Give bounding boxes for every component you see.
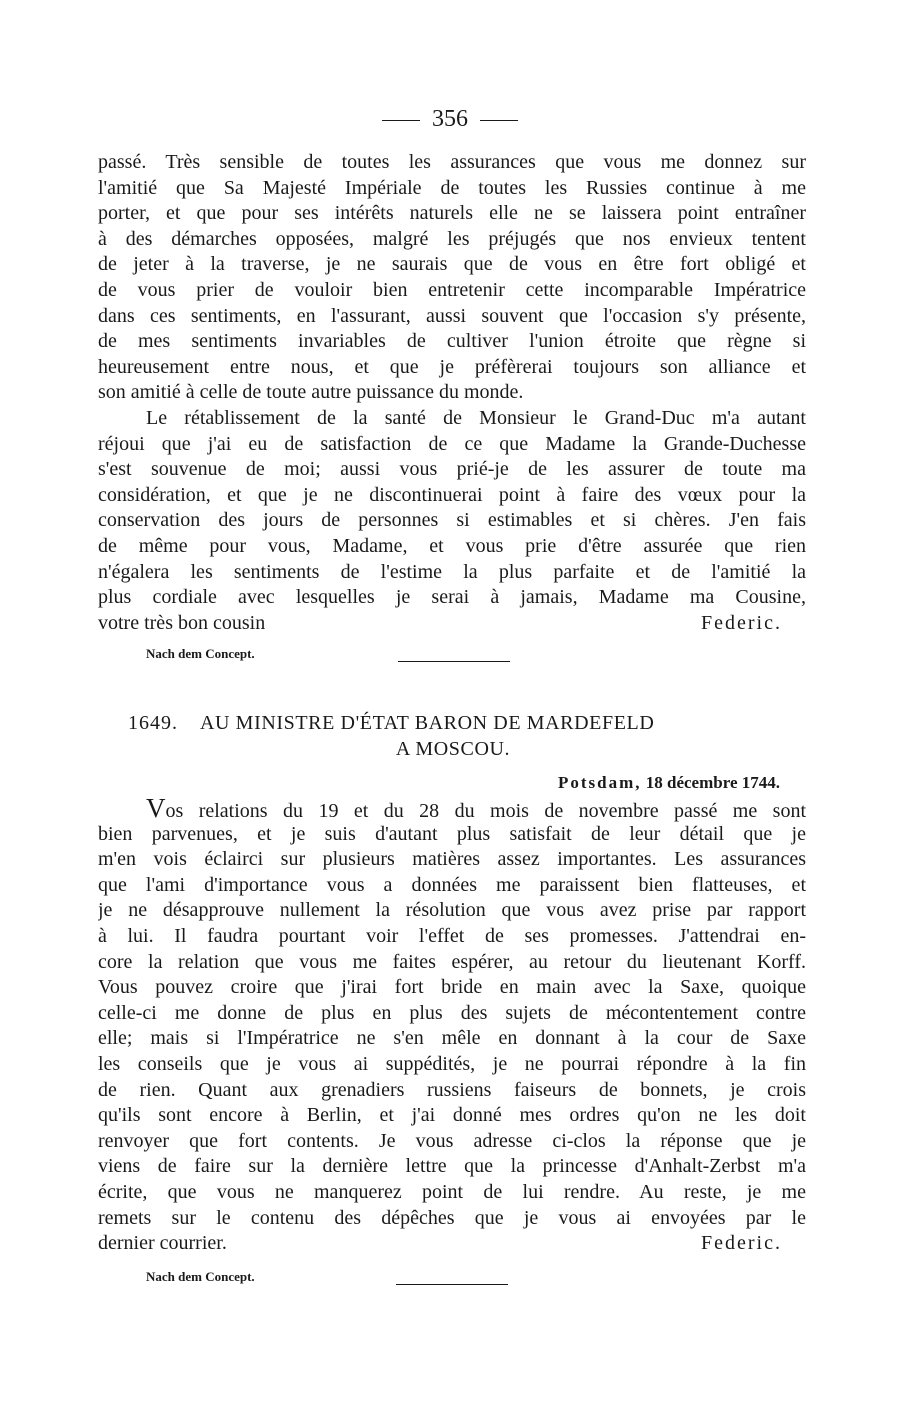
- signature: Federic.: [701, 611, 782, 634]
- closing-line: [98, 1231, 806, 1257]
- page-number: [0, 104, 900, 134]
- dateline: [558, 772, 780, 794]
- text-line: de vous prier de vouloir bien entretenir cette incomparable Impératrice: [98, 278, 806, 301]
- text-line: de mes sentiments invariables de cultiver l'union étroite que règne si: [98, 330, 806, 353]
- text-line: de rien. Quant aux grenadiers russiens faiseurs de bonnets, je crois: [98, 1078, 806, 1101]
- text-line: réjoui que j'ai eu de satisfaction de ce que Madame la Grande-Duchesse: [98, 432, 806, 455]
- text-line: je ne désapprouve nullement la résolution que vous avez prise par rapport: [98, 899, 806, 922]
- text-line: [98, 796, 806, 822]
- text-line: passé. Très sensible de toutes les assurances que vous me donnez sur: [98, 151, 806, 173]
- text-line-rest: os relations du 19 et du 28 du mois de novembre passé me sont: [165, 800, 806, 822]
- page-number-right-dash: [480, 120, 518, 121]
- source-note: Nach dem Concept.: [146, 1269, 255, 1284]
- text-line: viens de faire sur la dernière lettre que la princesse d'Anhalt-Zerbst m'a: [98, 1155, 806, 1178]
- text-line: core la relation que vous me faites espérer, au retour du lieutenant Korff.: [98, 950, 806, 973]
- dateline-place: Potsdam,: [557, 773, 642, 792]
- text-line: de même pour vous, Madame, et vous prie d'être assurée que rien: [98, 534, 806, 557]
- letter-heading: [128, 710, 778, 762]
- text-line: à des démarches opposées, malgré les préjugés que nos envieux tentent: [98, 227, 806, 250]
- separator-rule: [398, 661, 510, 662]
- text-line: remets sur le contenu des dépêches que je vous ai envoyées par le: [98, 1206, 806, 1229]
- drop-cap: V: [146, 796, 166, 822]
- text-line: qu'ils sont encore à Berlin, et j'ai donné mes ordres qu'on ne les doit: [98, 1104, 806, 1127]
- page-number-text: 356: [432, 106, 468, 132]
- text-line: heureusement entre nous, et que je préfèrerai toujours son alliance et: [98, 355, 806, 378]
- separator-rule: [396, 1284, 508, 1285]
- text-line: écrite, que vous ne manquerez point de lui rendre. Au reste, je me: [98, 1180, 806, 1203]
- text-line: elle; mais si l'Impératrice ne s'en mêle en donnant à la cour de Saxe: [98, 1027, 806, 1050]
- text-line: de jeter à la traverse, je ne saurais que de vous en être fort obligé et: [98, 253, 806, 276]
- text-line: son amitié à celle de toute autre puissance du monde.: [98, 381, 524, 404]
- text-line: Le rétablissement de la santé de Monsieur le Grand-Duc m'a autant: [146, 407, 806, 429]
- text-line: les conseils que je vous ai suppédités, je ne pourrai répondre à la fin: [98, 1052, 806, 1075]
- letter-body: [98, 796, 806, 1257]
- text-line: Vous pouvez croire que j'irai fort bride en main avec la Saxe, quoique: [98, 976, 806, 999]
- text-line: considération, et que je ne discontinuerai point à faire des vœux pour la: [98, 483, 806, 506]
- closing-formula: votre très bon cousin: [98, 611, 266, 634]
- text-line: porter, et que pour ses intérêts naturels elle ne se laissera point entraîner: [98, 202, 806, 225]
- letter-heading-line-2: A MOSCOU.: [395, 738, 511, 760]
- signature: Federic.: [701, 1232, 782, 1255]
- text-line: celle-ci me donne de plus en plus des sujets de mécontentement contre: [98, 1001, 806, 1024]
- text-line: à lui. Il faudra pourtant voir l'effet de ses promesses. J'attendrai en-: [98, 924, 806, 947]
- page-number-left-dash: [382, 120, 420, 121]
- text-line: n'égalera les sentiments de l'estime la plus parfaite et de l'amitié la: [98, 560, 806, 583]
- text-line: que l'ami d'importance vous a données me paraissent bien flatteuses, et: [98, 873, 806, 896]
- source-note: Nach dem Concept.: [146, 646, 255, 661]
- text-line: renvoyer que fort contents. Je vous adresse ci-clos la réponse que je: [98, 1129, 806, 1152]
- text-line: m'en vois éclairci sur plusieurs matières assez importantes. Les assurances: [98, 848, 806, 871]
- letter-number: 1649.: [128, 712, 178, 734]
- text-line: s'est souvenue de moi; aussi vous prié-je de les assurer de toute ma: [98, 458, 806, 481]
- text-line: bien parvenues, et je suis d'autant plus satisfait de leur détail que je: [98, 822, 806, 845]
- text-line: dans ces sentiments, en l'assurant, aussi souvent que l'occasion s'y présente,: [98, 304, 806, 327]
- previous-letter-paragraph-1: [98, 150, 806, 406]
- previous-letter-paragraph-2: [98, 406, 806, 636]
- text-line: l'amitié que Sa Majesté Impériale de toutes les Russies continue à me: [98, 176, 806, 199]
- text-line: plus cordiale avec lesquelles je serai à jamais, Madame ma Cousine,: [98, 586, 806, 609]
- letter-heading-line-1: AU MINISTRE D'ÉTAT BARON DE MARDEFELD: [200, 712, 655, 734]
- closing-line: [98, 611, 806, 637]
- closing-formula: dernier courrier.: [98, 1232, 227, 1255]
- text-line: conservation des jours de personnes si estimables et si chères. J'en fais: [98, 509, 806, 532]
- dateline-date: 18 décembre 1744.: [645, 773, 780, 792]
